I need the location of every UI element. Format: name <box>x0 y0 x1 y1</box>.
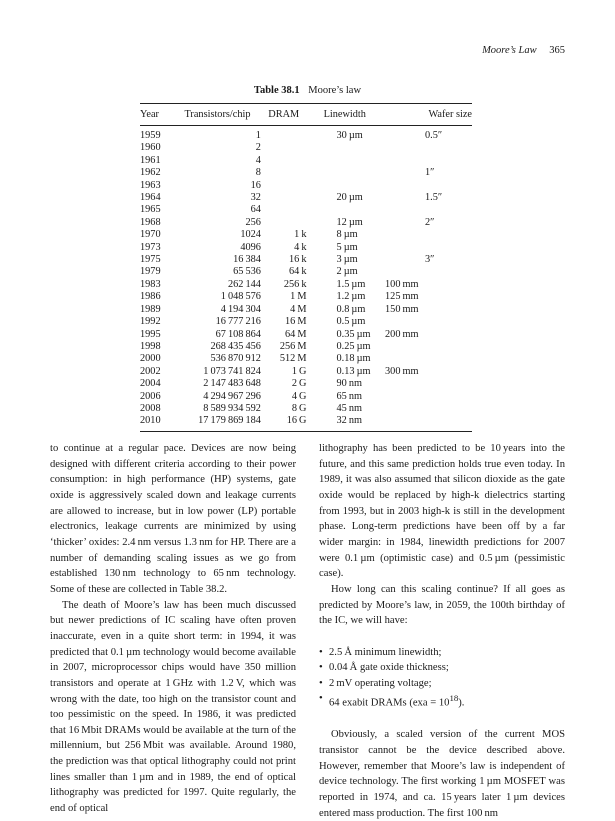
cell-wafer-size <box>383 242 472 254</box>
cell-linewidth <box>307 142 384 154</box>
cell-linewidth: 1.2 µm <box>336 291 366 303</box>
table-row <box>140 180 472 192</box>
cell-wafer-size <box>383 204 472 216</box>
cell-transistors: 2 147 483 648 <box>203 378 261 390</box>
cell-wafer-size: 150 mm <box>385 303 419 315</box>
table-body <box>140 126 472 432</box>
cell-wafer-size <box>383 403 472 415</box>
table-row <box>140 266 472 278</box>
cell-year: 1970 <box>140 229 161 241</box>
table-row <box>140 291 472 303</box>
cell-year: 1979 <box>140 266 161 278</box>
table-row <box>140 217 472 229</box>
cell-wafer-size <box>383 155 472 167</box>
spacer <box>319 629 565 645</box>
cell-linewidth: 1.5 µm <box>336 278 366 290</box>
col-header-dram: DRAM <box>268 109 300 120</box>
cell-dram <box>261 217 307 229</box>
cell-year: 2006 <box>140 390 161 402</box>
cell-wafer-size <box>383 341 472 353</box>
cell-dram: 8 G <box>291 402 307 414</box>
table-row <box>140 142 472 154</box>
cell-year: 1959 <box>140 130 161 141</box>
cell-transistors: 8 589 934 592 <box>203 402 261 414</box>
cell-wafer-size: 3″ <box>425 254 435 266</box>
cell-wafer-size: 0.5″ <box>425 130 443 141</box>
cell-dram: 1 k <box>294 229 307 241</box>
body-column-right <box>319 441 565 821</box>
cell-year: 1961 <box>140 154 161 166</box>
list-item: • 0.04 Å gate oxide thickness; <box>319 660 565 676</box>
paragraph: The death of Moore’s law has been much discussed but newer predictions of IC scaling have often proven inaccurate, even in a quite short term: in 1994, it was predicted that 0.1 µm technology would become available in 2007, microprocessor chips would have 350 million transistors and operate at 1 GHz with 1.2 V, which was wrong with the date, too high on the transistor count and too pessimistic on the speed. In 1986, it was predicted that 16 Mbit DRAMs would be available at the turn of the millennium, but 256 Mbit was available. Around 1980, the prediction was that optical lithography could not print lines smaller than 1 µm and in 1989, the end of optical lithography was predicted for 1997. Quite regularly, the end of optical <box>50 599 296 815</box>
cell-transistors: 64 <box>250 204 261 216</box>
cell-dram <box>261 180 307 192</box>
cell-year: 1962 <box>140 167 161 179</box>
cell-year: 2010 <box>140 415 161 427</box>
table-row <box>140 155 472 167</box>
cell-dram: 1 G <box>291 365 307 377</box>
cell-linewidth: 90 nm <box>336 378 363 390</box>
table-row <box>140 254 472 266</box>
exponent: 18 <box>449 693 459 704</box>
list-item <box>319 691 565 711</box>
cell-linewidth: 0.35 µm <box>336 328 371 340</box>
cell-wafer-size <box>383 391 472 403</box>
cell-wafer-size <box>383 266 472 278</box>
cell-transistors: 1 073 741 824 <box>203 365 261 377</box>
cell-transistors: 32 <box>250 192 261 204</box>
list-item-tail: ). <box>458 698 465 710</box>
cell-linewidth: 32 nm <box>336 415 363 427</box>
cell-linewidth: 12 µm <box>336 216 363 228</box>
cell-year: 1992 <box>140 316 161 328</box>
cell-transistors: 16 384 <box>233 254 261 266</box>
cell-linewidth: 8 µm <box>336 229 358 241</box>
cell-linewidth: 0.5 µm <box>336 316 366 328</box>
table-row <box>140 279 472 291</box>
col-header-transistors: Transistors/chip <box>184 109 251 120</box>
cell-year: 1989 <box>140 303 161 315</box>
col-header-year: Year <box>140 109 159 120</box>
cell-year: 1998 <box>140 340 161 352</box>
cell-wafer-size <box>383 316 472 328</box>
cell-dram: 16 k <box>288 254 307 266</box>
cell-linewidth <box>307 167 384 179</box>
cell-dram <box>261 204 307 216</box>
cell-dram <box>261 155 307 167</box>
cell-dram: 4 G <box>291 390 307 402</box>
cell-year: 1963 <box>140 179 161 191</box>
cell-linewidth: 2 µm <box>336 266 358 278</box>
cell-transistors: 256 <box>245 216 261 228</box>
cell-wafer-size: 125 mm <box>385 291 419 303</box>
cell-transistors: 4096 <box>240 241 261 253</box>
cell-dram <box>261 126 307 143</box>
cell-year: 1960 <box>140 142 161 154</box>
cell-year: 1973 <box>140 241 161 253</box>
table-row <box>140 304 472 316</box>
cell-transistors: 536 870 912 <box>210 353 261 365</box>
cell-linewidth: 5 µm <box>336 241 358 253</box>
cell-transistors: 4 194 304 <box>220 303 261 315</box>
cell-transistors: 1 <box>255 130 261 141</box>
cell-linewidth: 0.25 µm <box>336 340 371 352</box>
cell-year: 2000 <box>140 353 161 365</box>
cell-dram: 64 M <box>284 328 307 340</box>
list-item: • 2 mV operating voltage; <box>319 676 565 692</box>
cell-year: 1965 <box>140 204 161 216</box>
table-row <box>140 316 472 328</box>
cell-year: 2004 <box>140 378 161 390</box>
cell-linewidth <box>307 204 384 216</box>
cell-dram <box>261 192 307 204</box>
cell-wafer-size: 100 mm <box>385 278 419 290</box>
running-head <box>482 45 565 56</box>
table-caption-text: Moore’s law <box>308 85 362 96</box>
cell-linewidth <box>307 180 384 192</box>
table-label: Table 38.1 <box>253 85 300 96</box>
cell-dram: 64 k <box>288 266 307 278</box>
col-header-wafer-size: Wafer size <box>428 109 472 120</box>
cell-wafer-size <box>383 229 472 241</box>
cell-wafer-size <box>383 142 472 154</box>
cell-transistors: 16 <box>250 179 261 191</box>
cell-linewidth: 20 µm <box>336 192 363 204</box>
cell-dram <box>261 142 307 154</box>
cell-transistors: 8 <box>255 167 261 179</box>
cell-year: 1995 <box>140 328 161 340</box>
body-column-left <box>50 441 296 817</box>
cell-transistors: 4 294 967 296 <box>203 390 261 402</box>
cell-transistors: 67 108 864 <box>215 328 261 340</box>
cell-linewidth <box>307 155 384 167</box>
cell-dram <box>261 167 307 179</box>
cell-transistors: 17 179 869 184 <box>198 415 261 427</box>
table-header-row <box>140 104 472 126</box>
cell-wafer-size: 1.5″ <box>425 192 443 204</box>
table-row <box>140 403 472 415</box>
paragraph: Obviously, a scaled version of the current MOS transistor cannot be the device described above. However, remember that Moore’s law is independent of device technology. The first working 1 µm MOSFET was reported in 1974, and ca. 15 years later 1 µm devices entered mass production. The first 100 nm <box>319 729 565 819</box>
cell-dram: 2 G <box>291 378 307 390</box>
cell-transistors: 262 144 <box>227 278 261 290</box>
spacer <box>319 712 565 728</box>
cell-linewidth: 0.18 µm <box>336 353 371 365</box>
prediction-list <box>319 645 565 712</box>
cell-linewidth: 45 nm <box>336 402 363 414</box>
cell-wafer-size <box>383 378 472 390</box>
cell-year: 1986 <box>140 291 161 303</box>
cell-transistors: 4 <box>255 154 261 166</box>
paragraph: lithography has been predicted to be 10 years into the future, and this same prediction holds true even today. In 1989, it was also assumed that silicon dioxide as the gate oxide would be replaced by high-k dielectrics starting from 1993, but in 2003 high-k is still in the development phase. Long-term predictions have been off by a far wider margin: in 1984, linewidth predictions for 2007 were 0.1 µm (optimistic case) and 0.5 µm (pessimistic case). <box>319 443 565 580</box>
cell-linewidth: 0.8 µm <box>336 303 366 315</box>
cell-transistors: 16 777 216 <box>215 316 261 328</box>
cell-transistors: 1024 <box>240 229 261 241</box>
cell-transistors: 1 048 576 <box>220 291 261 303</box>
cell-wafer-size: 1″ <box>425 167 435 179</box>
cell-year: 2008 <box>140 402 161 414</box>
cell-dram: 4 k <box>294 241 307 253</box>
cell-year: 1968 <box>140 216 161 228</box>
cell-linewidth: 30 µm <box>336 130 363 141</box>
list-item: • 2.5 Å minimum linewidth; <box>319 645 565 661</box>
paragraph: to continue at a regular pace. Devices are now being designed with different criteria according to their power consumption: in high performance (HP) systems, gate oxide is aggressively scaled down and leakage currents are allowed to increase, but in low power (LP) portable electronics, leakage currents are minimized by using ‘thicker’ oxides: 2.4 nm versus 1.3 nm for HP. There are a number of demanding scaling issues as we go from established 130 nm technology to 65 nm technology. Some of these are collected in Table 38.2. <box>50 443 296 595</box>
table-row <box>140 167 472 179</box>
cell-wafer-size: 2″ <box>425 216 435 228</box>
cell-year: 1964 <box>140 192 161 204</box>
cell-transistors: 2 <box>255 142 261 154</box>
cell-wafer-size <box>383 415 472 431</box>
cell-wafer-size <box>383 180 472 192</box>
table-row <box>140 229 472 241</box>
cell-linewidth: 0.13 µm <box>336 365 371 377</box>
table-row <box>140 391 472 403</box>
table-row <box>140 204 472 216</box>
cell-wafer-size: 200 mm <box>385 328 419 340</box>
col-header-linewidth: Linewidth <box>323 109 366 120</box>
table-caption <box>0 85 615 96</box>
cell-year: 2002 <box>140 365 161 377</box>
cell-wafer-size <box>383 353 472 365</box>
table-row <box>140 341 472 353</box>
moores-law-table <box>140 103 472 432</box>
cell-linewidth: 65 nm <box>336 390 363 402</box>
cell-dram: 16 G <box>286 415 307 427</box>
cell-linewidth: 3 µm <box>336 254 358 266</box>
cell-dram: 256 k <box>283 278 307 290</box>
table-row <box>140 242 472 254</box>
table-row <box>140 126 472 143</box>
table-row <box>140 366 472 378</box>
cell-dram: 1 M <box>290 291 307 303</box>
cell-year: 1975 <box>140 254 161 266</box>
table-row <box>140 378 472 390</box>
table-row <box>140 415 472 431</box>
table-row <box>140 329 472 341</box>
cell-dram: 256 M <box>279 340 307 352</box>
paragraph: How long can this scaling continue? If all goes as predicted by Moore’s law, in 2059, the 100th birthday of the IC, we will have: <box>319 583 565 627</box>
running-title: Moore’s Law <box>482 45 537 56</box>
page-number: 365 <box>549 45 565 56</box>
list-item-text: 64 exabit DRAMs (exa = 10 <box>329 698 450 710</box>
cell-transistors: 65 536 <box>233 266 261 278</box>
cell-transistors: 268 435 456 <box>210 340 261 352</box>
cell-year: 1983 <box>140 278 161 290</box>
table-row <box>140 353 472 365</box>
cell-dram: 4 M <box>290 303 307 315</box>
cell-dram: 512 M <box>279 353 307 365</box>
cell-wafer-size: 300 mm <box>385 365 419 377</box>
cell-dram: 16 M <box>284 316 307 328</box>
table-row <box>140 192 472 204</box>
